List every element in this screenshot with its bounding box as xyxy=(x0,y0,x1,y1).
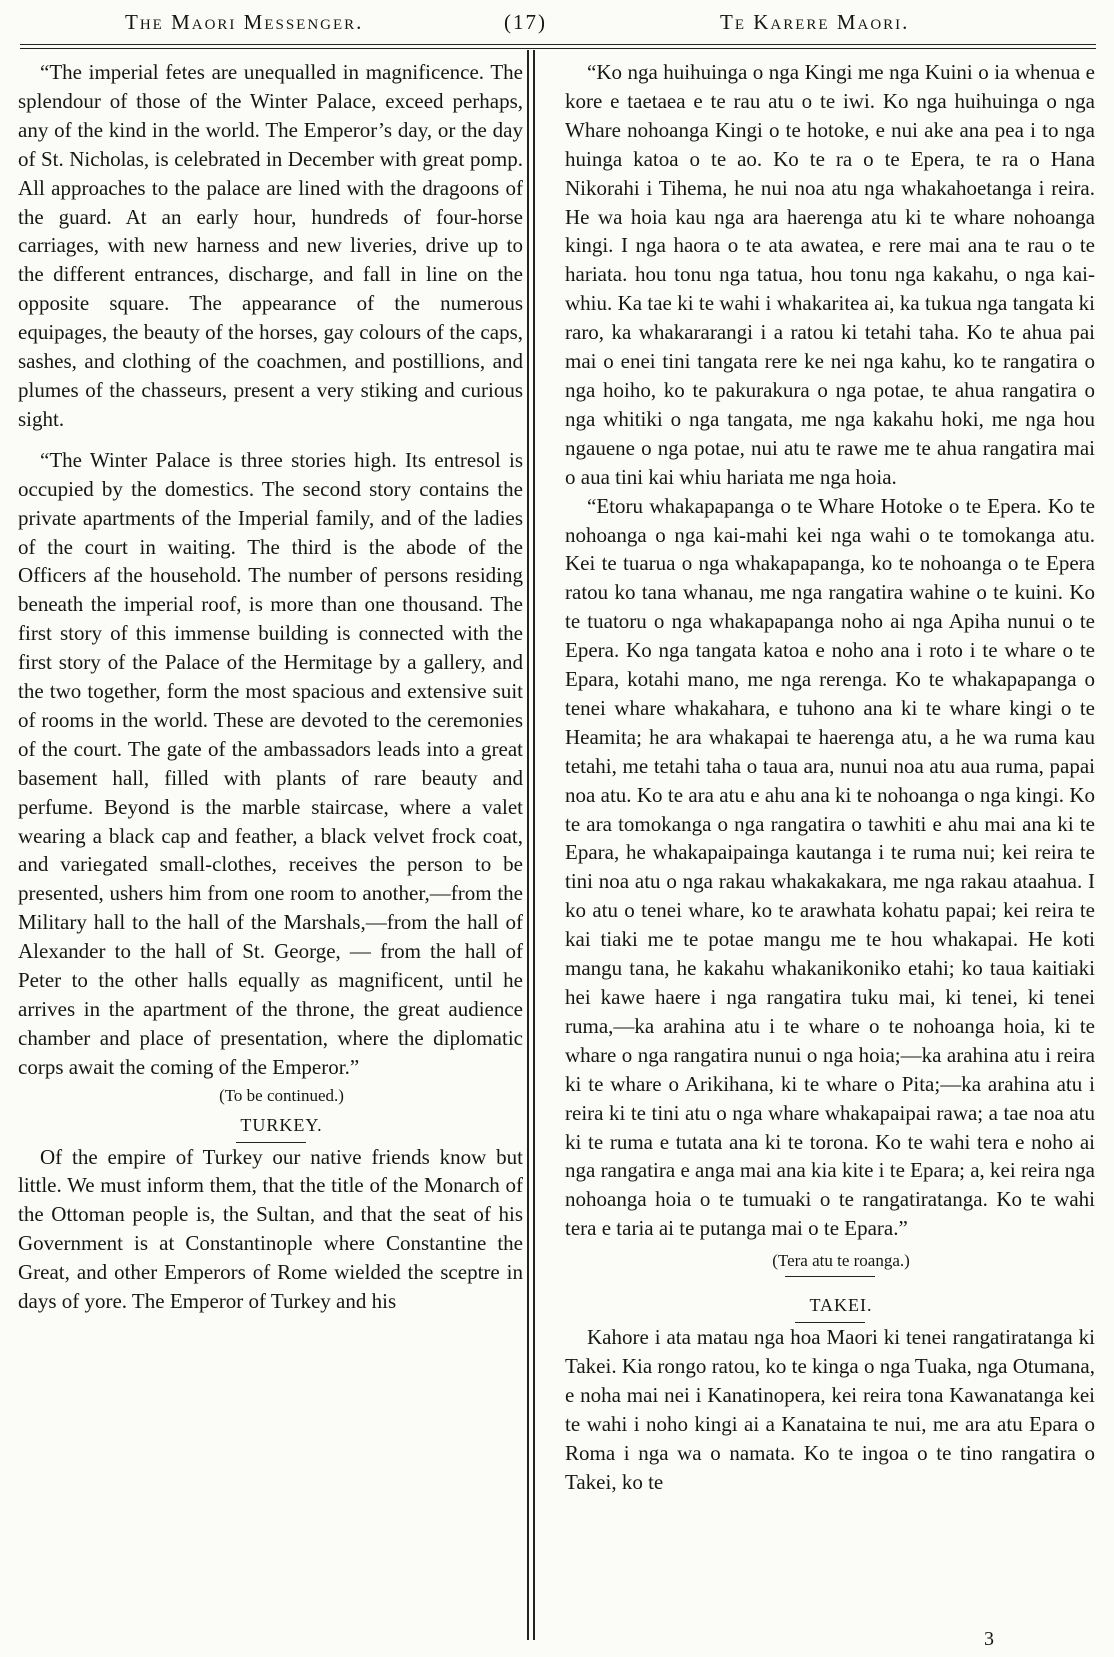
huihuinga-paragraph: “Ko nga huihuinga o nga Kingi me nga Kuini o ia whenua e kore e taetaea e te rau atu o te iwi. Ko nga huihuinga o nga Whare nohoanga Kingi o te hotoke, e nui ake ana pea i to nga huinga katoa o te ao. Ko te ra o te Epera, te ra o Hana Nikorahi i Tihema, he nui noa atu nga whakahoetanga i reira. He wa hoia kau nga ara haerenga atu ki te whare nohoanga kingi. I nga haora o te ata awatea, e rere mai ana te rau o te hariata. hou tonu nga tatua, hou tonu nga kakahu, o nga kai-whiu. Ka tae ki te wahi i whakaritea ai, ka tukua nga tangata ki raro, ka whakararangi i a ratou ki tetahi taha. Ko te ahua pai mai o enei tini tangata rere ke nei nga kahu, ko te rangatira o nga hoiho, ko te pakurakura o nga potae, te ahua rangatira o nga whitiki o nga tangata, me nga kakahu hoki, me nga hou ngauene o nga potae, nui atu te rawe me te ahua rangatira mai o aua tini kai whiu hariata me nga hoia. xyxy=(565,60,1095,489)
header-maori-title: Te Karere Maori. xyxy=(720,10,910,34)
takei-paragraph: Kahore i ata matau nga hoa Maori ki tenei rangatiratanga ki Takei. Kia rongo ratou, ko te kinga o nga Tuaka, nga Otumana, e noha mai nei i Kanatinopera, kei reira tona Kawanatanga kei te wahi i noho kingi ai a Kanataina te nui, me ara atu Epara o Roma i nga wa o namata. Ko te ingoa o te tino rangatira o Takei, ko te xyxy=(565,1324,1095,1494)
english-column xyxy=(18,58,523,1316)
header-english-title: The Maori Messenger. xyxy=(125,10,364,34)
tera-atu-note: (Tera atu te roanga.) xyxy=(772,1251,910,1271)
column-divider-double xyxy=(533,50,535,1640)
column-divider xyxy=(527,50,529,1640)
section-heading-turkey: TURKEY. xyxy=(240,1114,323,1135)
page-number: (17) xyxy=(504,10,547,34)
note-underline xyxy=(785,1276,875,1277)
whare-hotoke-paragraph: “Etoru whakapapanga o te Whare Hotoke o te Epera. Ko te nohoanga o nga kai-mahi kei nga wahi o te tomokanga atu. Kei te tuarua o nga whakapapanga, ko te nohoanga o te Epera ratou ko tana whanau, me nga rangatira wahine o te kuini. Ko te tuatoru o nga whakapapanga noho ai nga Apiha nunui o te Epera. Ko nga tangata katoa e noho ana i roto i te whare o te Epara, kotahi mano, me nga rerenga. Ko te whakapapanga o tenei whare whakahara, e tuhono ana ki te whare kingi o te Heamita; he ara whakapai te haerenga atu, a he wa ruma kau tetahi, me tetahi taha o taua ara, nunui noa atu aua ruma, papai noa atu. Ko te ara atu e ahu ana ki te nohoanga o nga kingi. Ko te ara tomokanga o nga rangatira o tawhiti e ahu mai ana ki te Epara, he whakapaipainga kautanga i te ruma nui; kei reira te tini noa atu o nga rakau whakakakara, me nga rakau ataahua. I ko atu o tenei whare, ko te arawhata kohatu papai; kei reira te kai tiaki me te potae mangu me te hou whakapai. He koti mangu tana, he kakahu whakanikoniko etahi; ko taua kaitiaki hei kawe haere i nga rangatira tuku mai, ki tenei, ki tenei ruma,—ka arahina atu i te whare o te nohoanga hoia, ki te whare o nga rangatira nunui o nga hoia;—ka arahina atu i reira ki te whare o Arikihana, ki te whare o Pita;—ka arahina atu i reira ki te tini atu o nga whare whakapaipai rawa; a tae noa atu ki te ruma e tutata ana ki te torona. Ko te wahi tera e noho ai nga rangatira e anga mai ana kia kite i te Epara; a, kei reira nga nohoanga hoia o te tumuaki o te rangatiratanga. Ko te wahi tera e taria ai te putanga mai o te Epara.” xyxy=(565,493,1095,1241)
maori-column xyxy=(565,58,1095,1496)
to-be-continued-note: (To be continued.) xyxy=(219,1085,344,1105)
header-rule xyxy=(20,44,1096,45)
signature-mark: 3 xyxy=(984,1628,994,1650)
turkey-paragraph: Of the empire of Turkey our native friends know but little. We must inform them, that the title of the Monarch of the Ottoman people is, the Sultan, and that the seat of his Government is at Constantinople where Constantine the Great, and other Emperors of Rome wielded the sceptre in days of yore. The Emperor of Turkey and his xyxy=(18,1144,523,1314)
page-header xyxy=(0,0,1114,40)
winter-palace-description-paragraph: “The Winter Palace is three stories high. Its entresol is occupied by the domestics. The second story contains the private apartments of the Imperial family, and of the ladies of the court in waiting. The third is the abode of the Officers af the household. The number of persons residing beneath the imperial roof, is more than one thousand. The first story of this immense building is connected with the first story of the Palace of the Hermitage by a gallery, and the two together, form the most spacious and extensive suit of rooms in the world. These are devoted to the ceremonies of the court. The gate of the ambassadors leads into a great basement hall, filled with plants of rare beauty and perfume. Beyond is the marble staircase, where a valet wearing a black cap and feather, a black velvet frock coat, and variegated small-clothes, receives the person to be presented, ushers him from one room to another,—from the Military hall to the hall of the Marshals,—from the hall of Alexander to the hall of St. George, — from the hall of Peter to the other halls equally as magnificent, until he arrives in the apartment of the throne, the great audience chamber and place of presentation, where the diplomatic corps await the coming of the Emperor.” xyxy=(18,447,523,1079)
winter-palace-fetes-paragraph: “The imperial fetes are unequalled in magnificence. The splendour of those of the Winter Palace, exceed perhaps, any of the kind in the world. The Emperor’s day, or the day of St. Nicholas, is celebrated in December with great pomp. All approaches to the palace are lined with the dragoons of the guard. At an early hour, hundreds of four-horse carriages, with new harness and new liveries, drive up to the different entrances, discharge, and fall in line on the opposite square. The appearance of the numerous equipages, the beauty of the horses, gay colours of the caps, sashes, and clothing of the coachmen, and postillions, and plumes of the chasseurs, present a very stiking and curious sight. xyxy=(18,60,523,431)
section-heading-takei: TAKEI. xyxy=(809,1295,873,1316)
header-rule-double xyxy=(20,48,1096,49)
